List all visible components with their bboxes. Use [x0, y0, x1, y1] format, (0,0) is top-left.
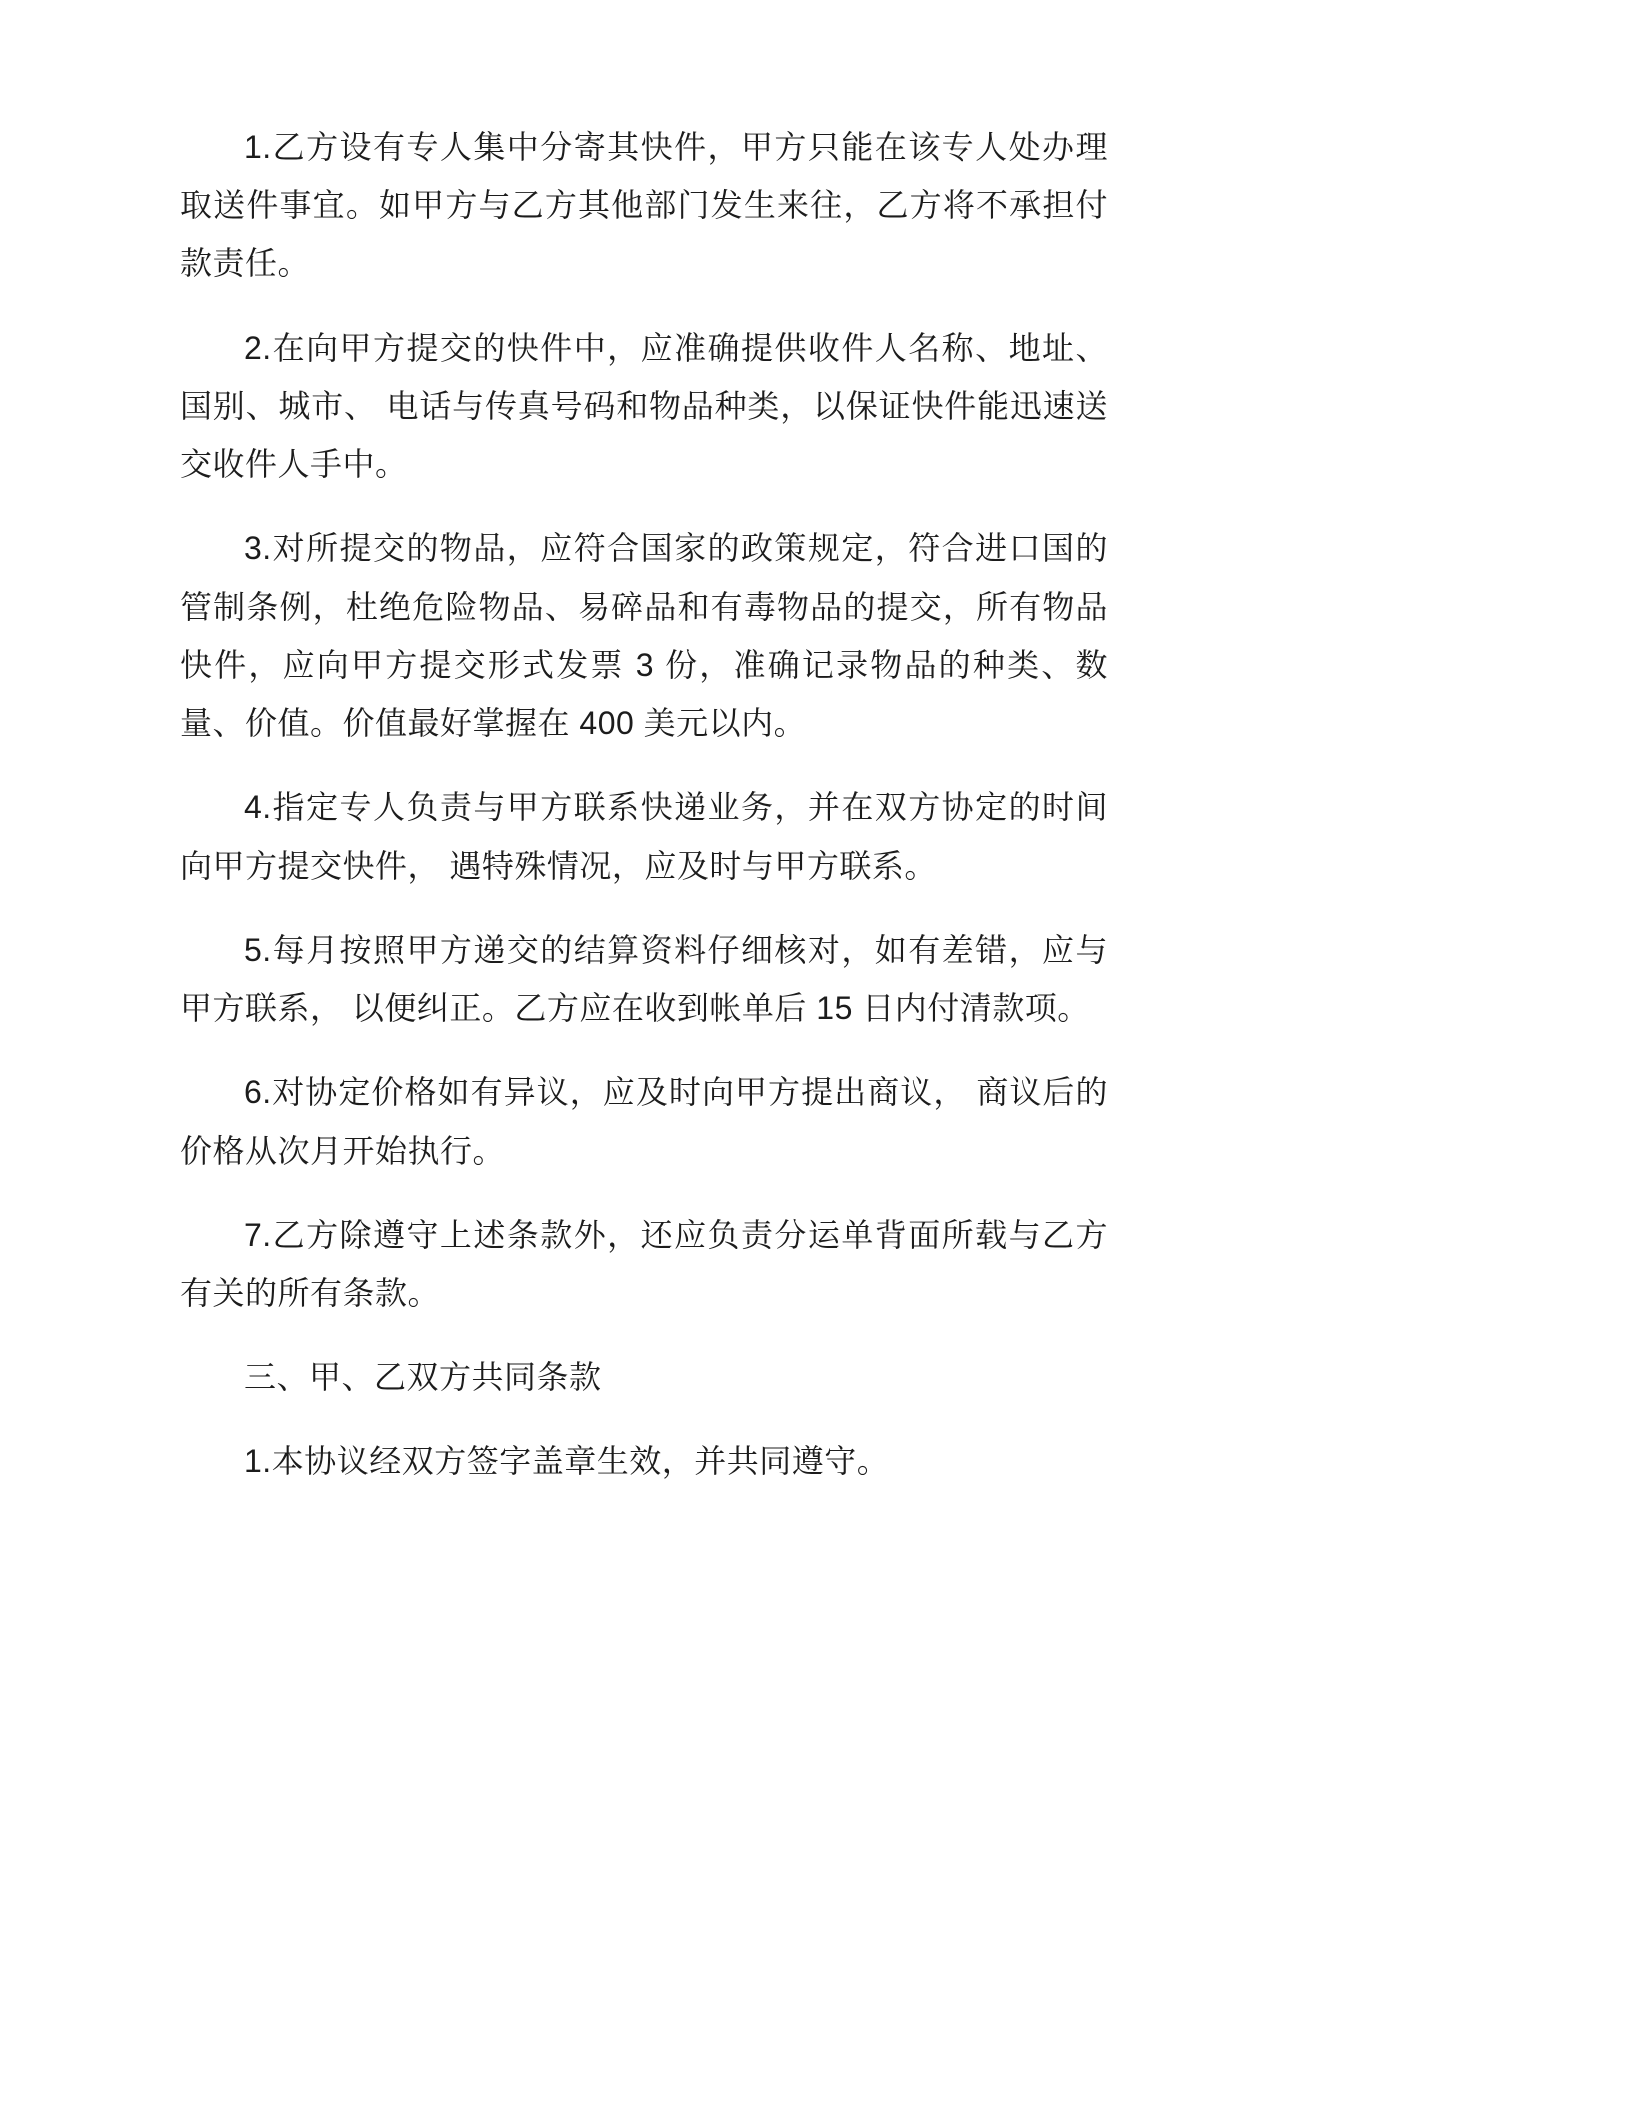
clause-paragraph-5: 5.每月按照甲方递交的结算资料仔细核对，如有差错，应与甲方联系， 以便纠正。乙方应在收到帐单后 15 日内付清款项。: [180, 931, 1108, 1027]
section-heading: 三、甲、乙双方共同条款: [244, 1359, 602, 1396]
document-body: [180, 118, 1108, 1491]
clause-paragraph-1: 1.乙方设有专人集中分寄其快件，甲方只能在该专人处办理取送件事宜。如甲方与乙方其他部门发生来往，乙方将不承担付款责任。: [180, 129, 1108, 282]
clause-paragraph-3: 3.对所提交的物品，应符合国家的政策规定，符合进口国的管制条例，杜绝危险物品、易碎品和有毒物品的提交，所有物品快件，应向甲方提交形式发票 3 份，准确记录物品的种类、数量、价值。价值最好掌握在 400 美元以内。: [180, 530, 1108, 742]
clause-paragraph-2: 2.在向甲方提交的快件中，应准确提供收件人名称、地址、国别、城市、 电话与传真号码和物品种类，以保证快件能迅速送交收件人手中。: [180, 329, 1108, 483]
clause-paragraph-7: 7.乙方除遵守上述条款外，还应负责分运单背面所载与乙方有关的所有条款。: [180, 1216, 1108, 1311]
clause-paragraph-8: 1.本协议经双方签字盖章生效，并共同遵守。: [244, 1443, 890, 1480]
clause-paragraph-4: 4.指定专人负责与甲方联系快递业务，并在双方协定的时间向甲方提交快件， 遇特殊情况，应及时与甲方联系。: [180, 789, 1108, 884]
clause-paragraph-6: 6.对协定价格如有异议，应及时向甲方提出商议， 商议后的价格从次月开始执行。: [180, 1074, 1108, 1169]
